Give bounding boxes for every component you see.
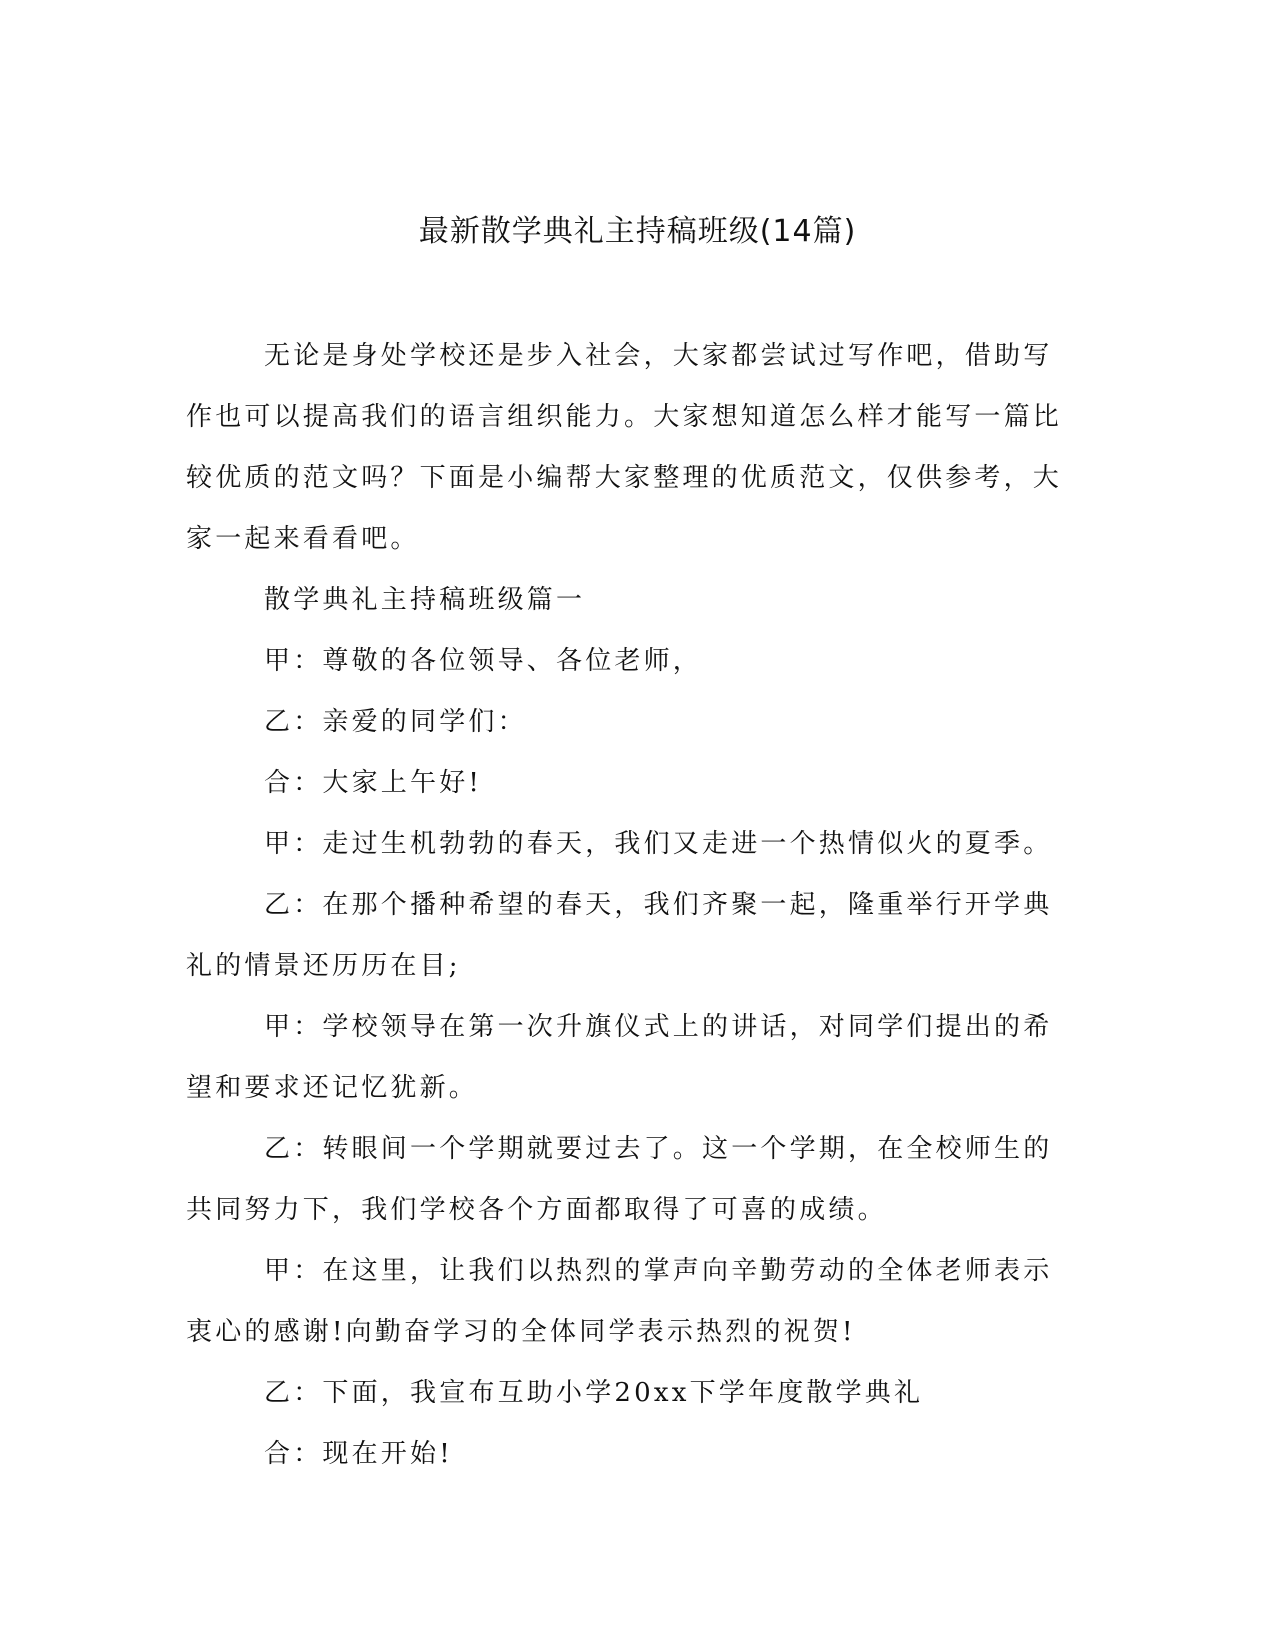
document-title: 最新散学典礼主持稿班级(14篇) [418, 214, 857, 249]
dialogue-line: 甲：尊敬的各位领导、各位老师， [264, 646, 703, 676]
dialogue-line: 合：大家上午好! [264, 768, 483, 798]
dialogue-line: 乙：亲爱的同学们： [264, 707, 527, 737]
dialogue-line: 乙：转眼间一个学期就要过去了。这一个学期，在全校师生的共同努力下，我们学校各个方面都取得了可喜的成绩。 [186, 1134, 1053, 1225]
intro-paragraph: 无论是身处学校还是步入社会，大家都尝试过写作吧，借助写作也可以提高我们的语言组织能力。大家想知道怎么样才能写一篇比较优质的范文吗？下面是小编帮大家整理的优质范文，仅供参考，大家一起来看看吧。 [186, 341, 1063, 554]
dialogue-line: 甲：学校领导在第一次升旗仪式上的讲话，对同学们提出的希望和要求还记忆犹新。 [186, 1012, 1053, 1103]
section-heading: 散学典礼主持稿班级篇一 [264, 585, 586, 615]
document-body [186, 326, 1066, 1485]
dialogue-line: 乙：下面，我宣布互助小学20xx下学年度散学典礼 [264, 1378, 924, 1408]
dialogue-line: 合：现在开始! [264, 1439, 453, 1469]
dialogue-line: 甲：走过生机勃勃的春天，我们又走进一个热情似火的夏季。 [264, 829, 1053, 859]
dialogue-line: 乙：在那个播种希望的春天，我们齐聚一起，隆重举行开学典礼的情景还历历在目; [186, 890, 1053, 981]
dialogue-line: 甲：在这里，让我们以热烈的掌声向辛勤劳动的全体老师表示衷心的感谢!向勤奋学习的全体同学表示热烈的祝贺! [186, 1256, 1053, 1347]
